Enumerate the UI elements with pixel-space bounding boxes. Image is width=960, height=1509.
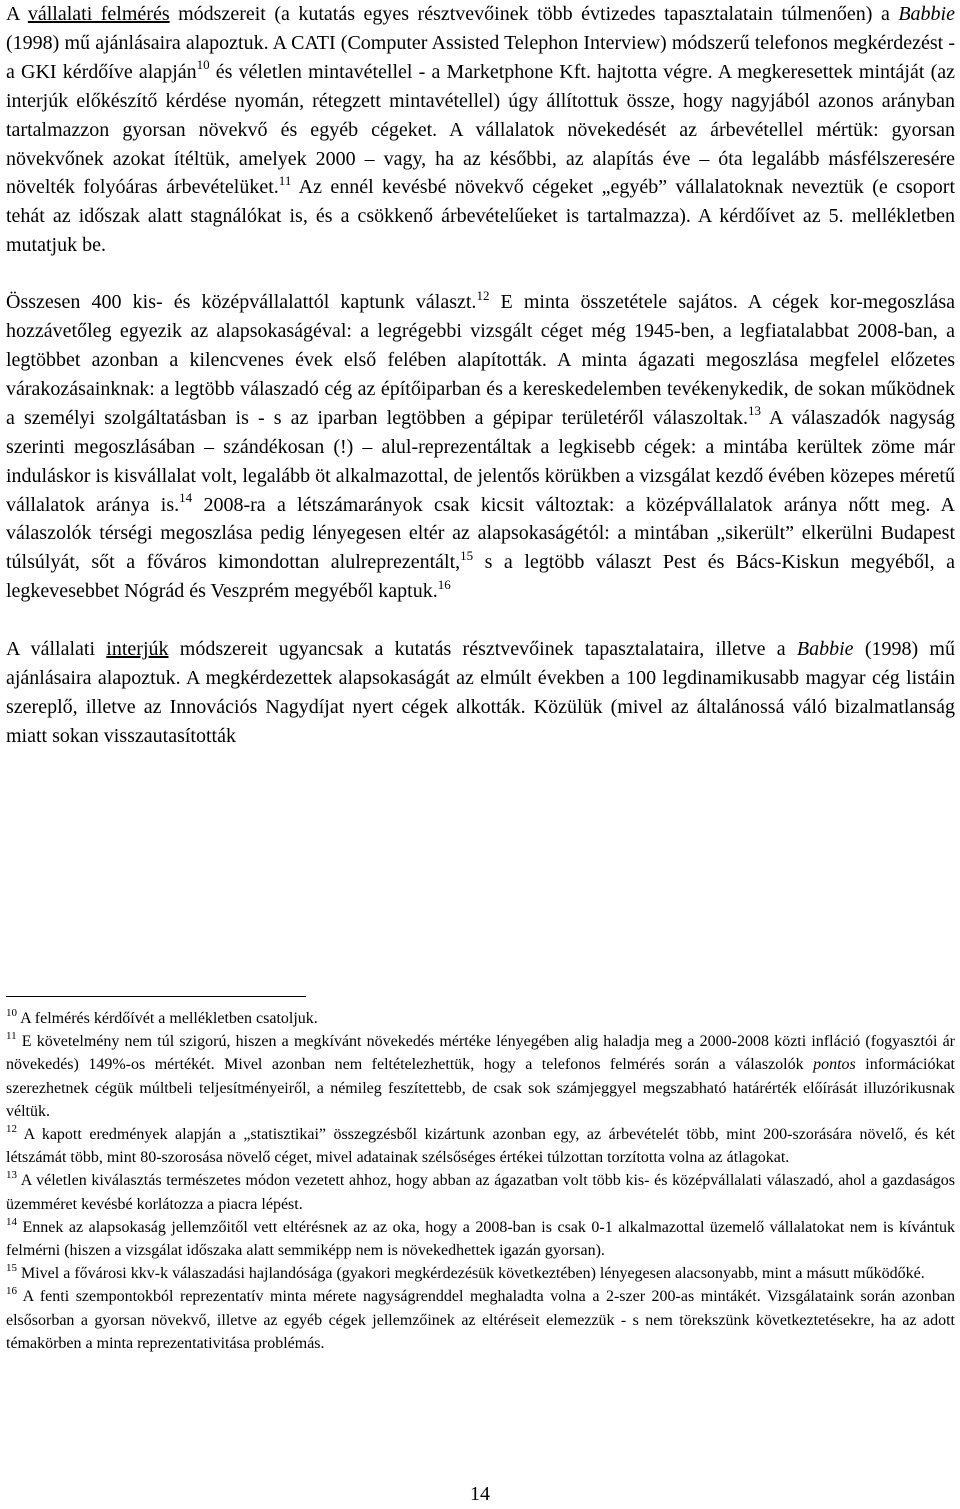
footnote-14: $^{14}$ Ennek az alapsokaság jellemzőitől vett eltérésnek az az oka, hogy a 2008-ban is csak 0-1 alkalmazottal üzemelő vállalatokat nem is kívántuk felmérni (hiszen a vizsgálat időszaka alatt semmiképp nem is növekedhettek igazán gyorsan).	[6, 1215, 955, 1260]
footnote-ref-14[interactable]: 14	[179, 489, 193, 505]
footnote-ref-11[interactable]: 11	[278, 172, 292, 188]
footnote-ref-15[interactable]: 15	[460, 547, 474, 563]
footnote-11: $^{11}$ E követelmény nem túl szigorú, hiszen a megkívánt növekedés mértéke lényegében alig haladja meg a 2000-2008 közti infláció (fogyasztói ár növekedés) 149%-os mértékét. Mivel azonban nem feltételezhettük, hogy a telefonos felmérés során a válaszolók pontos információkat szerezhetnek cégük múltbeli teljesítményeiről, a némileg feszítettebb, de csak sok számjeggyel megszabható határérték előírását illuzórikusnak véltük.	[6, 1029, 955, 1120]
footnotes	[6, 1007, 955, 1355]
footnote-13: $^{13}$ A véletlen kiválasztás természetes módon vezetett ahhoz, hogy abban az ágazatban volt több kis- és középvállalati válaszadó, ahol a gazdaságos üzemméret kevésbé korlátozza a piacra lépést.	[6, 1169, 955, 1213]
footnote-10: $^{10}$ A felmérés kérdőívét a mellékletben csatoljuk.	[6, 1006, 318, 1027]
footnote-number: 11	[6, 1029, 17, 1042]
footnote-separator	[6, 996, 306, 997]
author-name: Babbie	[898, 3, 955, 25]
footnote-number: 15	[6, 1261, 17, 1274]
footnote-ref-12[interactable]: 12	[476, 287, 490, 303]
footnote-ref-16[interactable]: 16	[437, 576, 451, 592]
paragraph-interviews: A vállalati interjúk módszereit ugyancsak a kutatás résztvevőinek tapasztalataira, illetve a Babbie (1998) mű ajánlásaira alapoztuk. A megkérdezettek alapsokaságát az elmúlt években a 100 legdinamikusabb magyar cég listáin szereplő, illetve az Innovációs Nagydíjat nyert cégek alkották. Közülük (mivel az általánossá váló bizalmatlanság miatt sokan visszautasították	[6, 638, 955, 747]
footnote-12: $^{12}$ A kapott eredmények alapján a „statisztikai” összegzésből kizártunk azonban egy, az árbevételét több, mint 200-szorására növelő, és két létszámát több, mint 80-szorosása növelő céget, mivel adatainak szélsőséges értékei túlzottan torzította volna az átlagokat.	[6, 1122, 955, 1167]
footnote-ref-13[interactable]: 13	[748, 403, 761, 419]
underlined-term: vállalati felmérés	[27, 3, 170, 25]
page-number: 14	[470, 1483, 490, 1505]
footnote-number: 14	[6, 1215, 17, 1228]
underlined-term: interjúk	[106, 638, 169, 661]
footnote-number: 10	[6, 1006, 17, 1019]
footnote-number: 12	[6, 1122, 17, 1135]
paragraph-sample: Összesen 400 kis- és középvállalattól kaptunk választ.$^{12}$ E minta összetétele sajátos. A cégek kor-megoszlása hozzávetőleg egyezik az alapsokaságéval: a legrégebbi vizsgált céget még 1945-ben, a legfiatalabbat 2008-ban, a legtöbbet azonban a kilencvenes évek első felében alapították. A minta ágazati megoszlása megfelel előzetes várakozásainknak: a legtöbb válaszadó cég az építőiparban és a kereskedelemben tevékenykedik, de sokan működnek a személyi szolgáltatásban is - s az iparban legtöbben a gépipar területéről válaszoltak.$^{13}$ A válaszadók nagyság szerinti megoszlásában – szándékosan (!) – alul-reprezentáltak a legkisebb cégek: a mintába kerültek zöme már induláskor is kisvállalat volt, legalább öt alkalmazottal, de jelentős körükben a vizsgálat kezdő évében közepes méretű vállalatok aránya is.$^{14}$ 2008-ra a létszámarányok csak kicsit változtak: a középvállalatok aránya nőtt meg. A válaszolók térségi megoszlása pedig lényegesen eltér az alapsokaságétól: a mintában „sikerült” elkerülni Budapest túlsúlyát, sőt a főváros kimondottan alulreprezentált,$^{15}$ s a legtöbb választ Pest és Bács-Kiskun megyéből, a legkevesebbet Nógrád és Veszprém megyéből kaptuk.$^{16}$	[6, 287, 955, 603]
body-text	[6, 0, 955, 751]
footnote-number: 13	[6, 1169, 17, 1182]
paragraph-survey-methods: A vállalati felmérés módszereit (a kutatás egyes résztvevőinek több évtizedes tapasztalatain túlmenően) a Babbie (1998) mű ajánlásaira alapoztuk. A CATI (Computer Assisted Telephon Interview) módszerű telefonos megkérdezést - a GKI kérdőíve alapján$^{10}$ és véletlen mintavétellel - a Marketphone Kft. hajtotta végre. A megkeresettek mintáját (az interjúk előkészítő kérdése nyomán, rétegzett mintavétellel) úgy állítottuk össze, hogy nagyjából azonos arányban tartalmazzon gyorsan növekvő és egyéb cégeket. A vállalatok növekedését az árbevétellel mértük: gyorsan növekvőnek azokat ítéltük, amelyek 2000 – vagy, ha az későbbi, az alapítás éve – óta legalább másfélszeresére növelték folyóáras árbevételüket.$^{11}$ Az ennél kevésbé növekvő cégeket „egyéb” vállalatoknak neveztük (e csoport tehát az időszak alatt stagnálókat is, és a csökkenő árbevételűeket is tartalmazza). A kérdőívet az 5. mellékletben mutatjuk be.	[6, 3, 955, 257]
footnote-16: $^{16}$ A fenti szempontokból reprezentatív minta mérete nagyságrenddel meghaladta volna a 2-szer 200-as mintákét. Vizsgálataink során azonban elsősorban a gyorsan növekvő, illetve az egyéb cégek jellemzőinek az eltéréseit elemezzük - s nem törekszünk következtetésekre, ha az adott témakörben a minta reprezentativitása problémás.	[6, 1285, 955, 1352]
author-name: Babbie	[796, 638, 854, 661]
footnote-15: $^{15}$ Mivel a fővárosi kkv-k válaszadási hajlandósága (gyakori megkérdezésük következtében) lényegesen alacsonyabb, mint a másutt működőké.	[6, 1261, 925, 1283]
footnote-ref-10[interactable]: 10	[196, 57, 210, 73]
footnote-number: 16	[6, 1285, 17, 1298]
